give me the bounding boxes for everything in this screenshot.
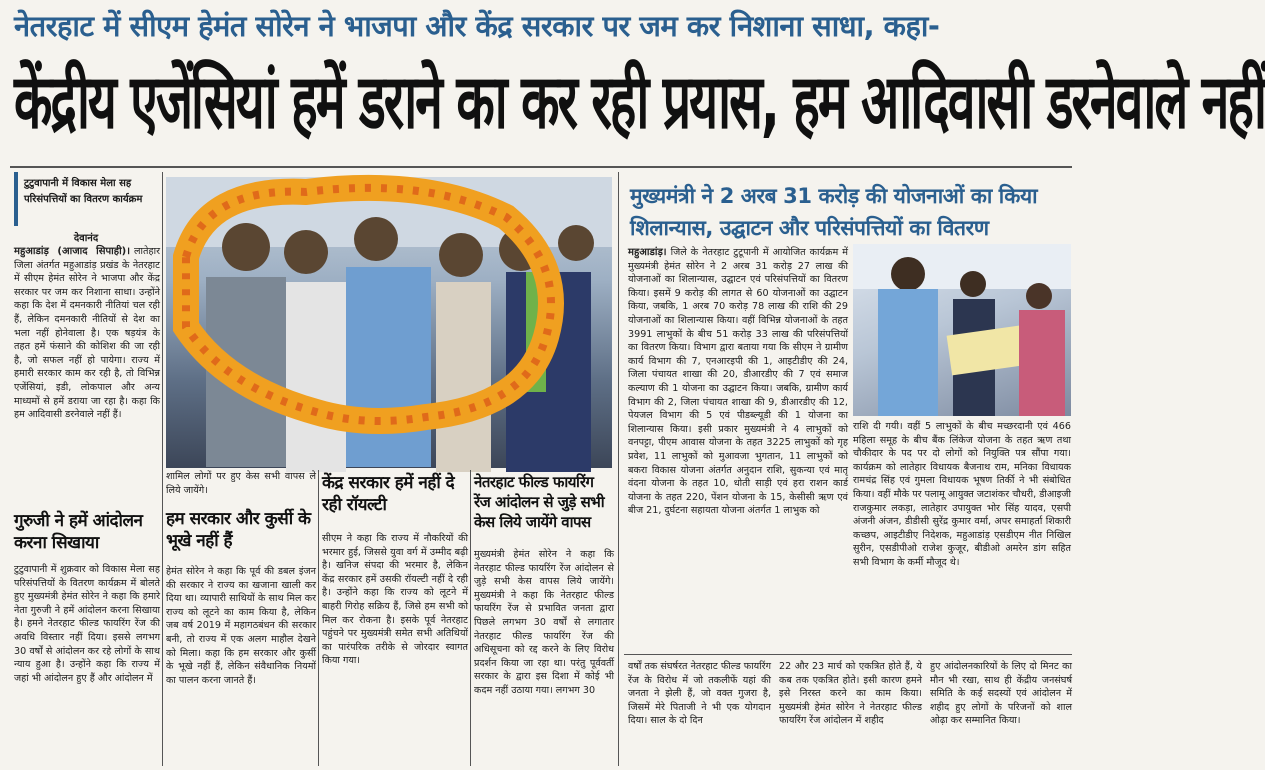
- column-rule: [618, 172, 619, 766]
- right-headline: मुख्यमंत्री ने 2 अरब 31 करोड़ की योजनाओं का किया शिलान्यास, उद्घाटन और परिसंपत्तियों का वितरण: [630, 184, 1038, 240]
- right-text-2: राशि दी गयी। वहीं 5 लाभुकों के बीच मच्छरदानी एवं 466 महिला समूह के बीच बैंक लिंकेज योजना के तहत ऋण तथा चौकीदार के पद पर दो लोगों को नियुक्ति पत्र सौंपा गया। कार्यक्रम को लातेहार विधायक बैजनाथ राम, मनिका विधायक रामचंद्र सिंह एवं गुमला विधायक भूषण तिर्की ने भी संबोधित किया। वहीं मौके पर पलामू आयुक्त जटाशंकर चौधरी, डीआइजी राजकुमार लकड़ा, लातेहार उपायुक्त भोर सिंह यादव, एसपी अंजनी अंजन, डीडीसी सुरेंद्र कुमार वर्मा, अपर समाहर्ता शिकारी कच्छप, आइटीडीए निदेशक, महुआडांड़ एसडीएम नीत निखिल सुरीन, एसडीपीओ राजेश कुजूर, बीडीओ अमरेन डांग सहित सभी विभाग के कर्मी मौजूद थे।: [853, 421, 1071, 568]
- column-rule: [318, 470, 319, 766]
- sidebar-text2: टुटुवापानी में शुक्रवार को विकास मेला सह परिसंपत्तियों के वितरण कार्यक्रम में बोलते हुए मुख्यमंत्री हेमंत सोरेन ने कहा कि हमारे नेता गुरुजी ने हमें आंदोलन करना सिखाया है। हमने नेतरहाट फील्ड फायरिंग रेंज की अवधि विस्तार नहीं दिया। इससे लगभग 30 वर्षों से आंदोलन कर रहे लोगों के साथ न्याय हुआ है। उन्होंने कहा कि राज्य में जहां भी आंदोलन हुए हैं और आंदोलन में: [14, 564, 160, 684]
- col3-text: सीएम ने कहा कि राज्य में नौकरियों की भरमार हुई, जिससे युवा वर्ग में उम्मीद बढ़ी है। खनिज संपदा की भरमार है, लेकिन केंद्र सरकार हमें उसकी रॉयल्टी नहीं दे रही है। उन्होंने कहा कि राज्य को लूटने में बाहरी गिरोह सक्रिय हैं, जिसे हम सभी को मिल कर रोकना है। इसके पूर्व नेतरहाट पहुंचने पर मुख्यमंत्री समेत सभी अतिथियों का पारंपरिक तरीके से जोरदार स्वागत किया गया।: [322, 533, 468, 667]
- col3-subhead: केंद्र सरकार हमें नहीं दे रही रॉयल्टी: [322, 473, 455, 515]
- right-dateline: महुआडांड़।: [628, 247, 667, 258]
- photo-garland: [166, 177, 612, 468]
- sidebar-article: [14, 245, 160, 490]
- dateline: महुआडांड़ (आजाद सिपाही)।: [14, 246, 131, 257]
- col2-top: शामिल लोगों पर हुए केस सभी वापस ले लिये जायेंगे।: [166, 471, 316, 496]
- bottom-col-2: 22 और 23 मार्च को एकत्रित होते हैं, ये कब तक एकत्रित होते। इसी कारण हमने इसे निरस्त करने का काम किया। मुख्यमंत्री हेमंत सोरेन ने नेतरहाट फील्ड फायरिंग रेंज आंदोलन में शहीद: [779, 661, 922, 727]
- bottom-col-1: वर्षों तक संघर्षरत नेतरहाट फील्ड फायरिंग रेंज के विरोध में जो तकलीफें यहां की जनता ने झेली हैं, जो वक्त गुजरा है, जिसमें मेरे पिताजी ने भी एक योगदान दिया। साल के दो दिन: [628, 661, 771, 727]
- right-article: [628, 246, 848, 650]
- kicker-headline: नेतरहाट में सीएम हेमंत सोरेन ने भाजपा और केंद्र सरकार पर जम कर निशाना साधा, कहा-: [14, 9, 940, 43]
- divider: [624, 654, 1072, 655]
- byline: देवानंद: [73, 233, 99, 244]
- col2-subhead: हम सरकार और कुर्सी के भूखे नहीं हैं: [166, 509, 311, 551]
- sidebar-subhead: गुरुजी ने हमें आंदोलन करना सिखाया: [14, 511, 143, 553]
- section-box: टुटुवापानी में विकास मेला सह परिसंपत्तियों का वितरण कार्यक्रम: [14, 172, 158, 226]
- right-text: जिले के नेतरहाट टुटूपानी में आयोजित कार्यक्रम में मुख्यमंत्री हेमंत सोरेन ने 2 अरब 31 करोड़ 27 लाख की योजनाओं का शिलान्यास, उद्घाटन एवं परिसंपत्तियों का वितरण किया। इसमें 9 करोड़ की लागत से 60 योजनाओं का उद्घाटन किया, जबकि, 1 अरब 70 करोड़ 78 लाख की राशि की 29 योजनाओं का शिलान्यास किया। वहीं विभिन्न योजनाओं के तहत 3991 लाभुकों के बीच 51 करोड़ 33 लाख की परिसंपत्तियों का वितरण किया। विभाग द्वारा बताया गया कि सीएम ने ग्रामीण कार्य विभाग की 7, एनआरइपी की 1, आइटीडीए की 24, जिला पंचायत शाखा की 20, डीआरडीए की 7 एवं समाज कल्याण की 1 योजना का उद्घाटन किया। जबकि, ग्रामीण कार्य विभाग की 2, जिला पंचायत शाखा की 9, डीआरडीए की 12, पेयजल विभाग की 5 एवं पीडब्ल्यूडी की 1 योजना का शिलान्यास किया। इसी प्रकार मुख्यमंत्री ने 4 लाभुकों को वनपट्टा, पीएम आवास योजना के तहत 3225 लाभुकों को गृह प्रवेश, 11 लाभुकों को मुआवजा भुगतान, 11 लाभुकों को बकरा विकास योजना अंतर्गत अनुदान राशि, सुकन्या एवं मातृ वंदना योजना के तहत 10, धोती साड़ी एवं हरा राशन कार्ड योजना के तहत 220, पेंशन योजना के 15, केसीसी ऋण एवं बीज 21, दुर्घटना सहायता योजना अंतर्गत 1 लाभुक को: [628, 247, 848, 517]
- column-rule: [162, 172, 163, 766]
- divider: [10, 166, 1072, 168]
- photo-illustration: [853, 244, 1071, 416]
- bottom-col-3: हुए आंदोलनकारियों के लिए दो मिनट का मौन भी रखा, साथ ही केंद्रीय जनसंघर्ष समिति के कई सदस्यों एवं आंदोलन में शहीद हुए लोगों के परिजनों को शाल ओढ़ा कर सम्मानित किया।: [930, 661, 1072, 727]
- main-headline: केंद्रीय एजेंसियां हमें डराने का कर रही प्रयास, हम आदिवासी डरनेवाले नहीं: [14, 58, 1265, 146]
- column-rule: [470, 470, 471, 766]
- col4-text: मुख्यमंत्री हेमंत सोरेन ने कहा कि नेतरहाट फील्ड फायरिंग रेंज आंदोलन से जुड़े सभी केस वापस लिये जायेंगे। मुख्यमंत्री ने कहा कि नेतरहाट फील्ड फायरिंग रेंज से प्रभावित जनता द्वारा पिछले लगभग 30 वर्षों से लगातार नेतरहाट फील्ड फायरिंग रेंज की अधिसूचना को रद्द करने के लिए विरोध प्रदर्शन किया जा रहा था। परंतु पूर्ववर्ती सरकार के द्वारा इस दिशा में कोई भी कदम नहीं उठाया गया। लगभग 30: [474, 549, 614, 696]
- sidebar-text: लातेहार जिला अंतर्गत महुआडांड़ प्रखंड के नेतरहाट में सीएम हेमंत सोरेन ने भाजपा और केंद्र सरकार पर जम कर निशाना साधा। उन्होंने कहा कि देश में दमनकारी नीतियां चल रही हैं, लेकिन दमनकारी नीतियों से देश का भला नहीं होनेवाला है। एक षड़यंत्र के तहत हमें फंसाने की कोशिश की जा रही है, जो सफल नहीं हो पायेगा। राज्य में हमारी सरकार काम कर रही है, तो विभिन्न एजेंसियां, इडी, लोकपाल और अन्य माध्यमों से हमें डराया जा रहा है। कहा कि हम आदिवासी डरनेवाले नहीं हैं।: [14, 246, 160, 421]
- col4-subhead: नेतरहाट फील्ड फायरिंग रेंज आंदोलन से जुड़े सभी केस लिये जायेंगे वापस: [474, 473, 605, 531]
- col2-text: हेमंत सोरेन ने कहा कि पूर्व की डबल इंजन की सरकार ने राज्य का खजाना खाली कर दिया था। व्यापारी साथियों के साथ मिल कर राज्य को लूटने का काम किया है, लेकिन जब वर्ष 2019 में महागठबंधन की सरकार बनी, तो राज्य में एक अलग माहौल देखने को मिला। कहा कि हम सरकार और कुर्सी के भूखे नहीं हैं, लेकिन संवैधानिक नियमों का पालन करना जानते हैं।: [166, 566, 316, 686]
- photo-illustration: [166, 177, 612, 468]
- photo-cheque: [853, 244, 1071, 416]
